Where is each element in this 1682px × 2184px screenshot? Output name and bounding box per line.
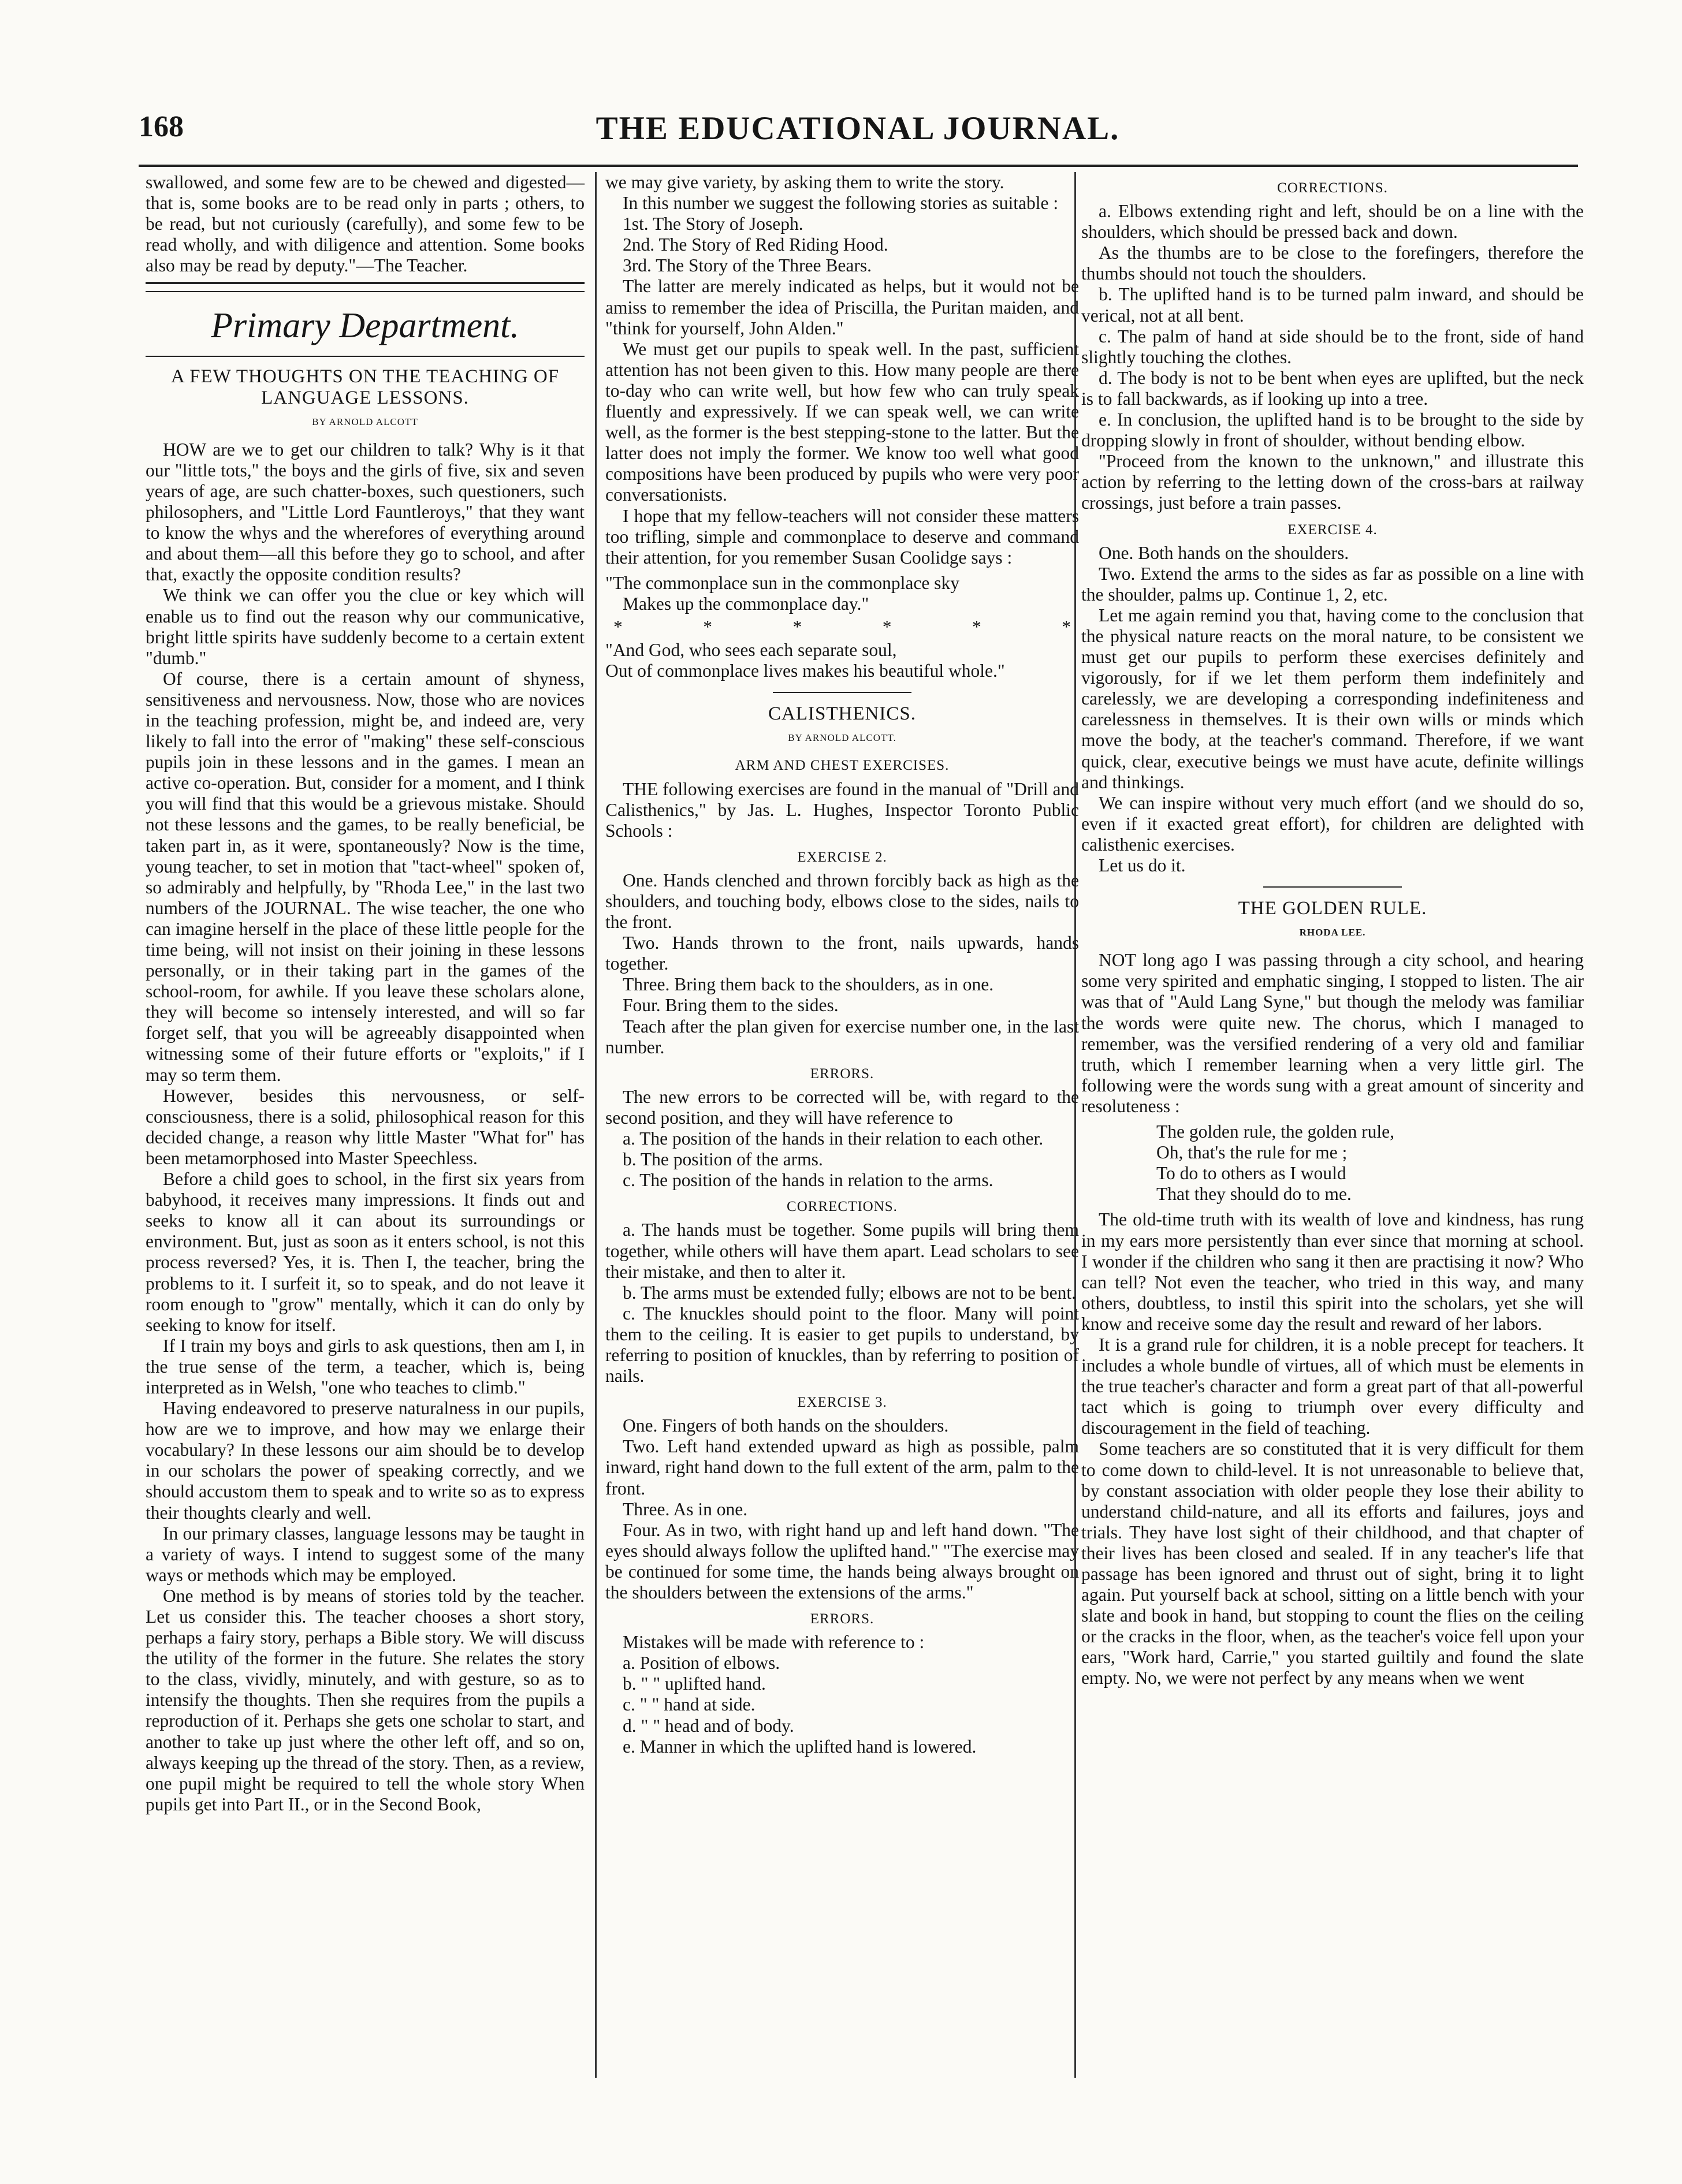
journal-title: THE EDUCATIONAL JOURNAL. [596, 110, 1120, 147]
paragraph: Four. As in two, with right hand up and left hand down. "The eyes should always follow the uplifted hand." "The exercise may be continued for some time, the hands being always brought on the shoulders between the extensions of the arms." [605, 1519, 1079, 1602]
page-number: 168 [139, 110, 184, 143]
paragraph: I hope that my fellow-teachers will not consider these matters too trifling, simple and commonplace to deserve and command their attention, for you remember Susan Coolidge says : [605, 505, 1079, 568]
page-header [139, 110, 1577, 162]
paragraph: Three. As in one. [623, 1499, 748, 1519]
paragraph: "Proceed from the known to the unknown," and illustrate this action by referring to the letting down of the cross-bars at railway crossings, just before a train passes. [1081, 451, 1584, 513]
paragraph: The latter are merely indicated as helps, but it would not be amiss to remember the idea of Priscilla, the Puritan maiden, and "think for yourself, John Alden." [605, 276, 1079, 338]
errors-heading: ERRORS. [810, 1065, 875, 1082]
paragraph: e. In conclusion, the uplifted hand is to be brought to the side by dropping slowly in front of shoulder, without bending elbow. [1081, 409, 1584, 451]
list-item: 3rd. The Story of the Three Bears. [623, 255, 872, 276]
paragraph: However, besides this nervousness, or self-consciousness, there is a solid, philosophical reason for this decided change, a reason why little Master "What for" has been metamorphosed into Master Speechless. [146, 1085, 585, 1168]
poem-line: "The commonplace sun in the commonplace sky [605, 572, 959, 593]
column-3 [1081, 172, 1584, 1689]
golden-rule-byline: RHODA LEE. [1299, 927, 1366, 938]
star: * [1062, 616, 1071, 637]
corrections-heading: CORRECTIONS. [787, 1199, 898, 1215]
article-byline: BY ARNOLD ALCOTT [312, 416, 418, 427]
paragraph: One method is by means of stories told by the teacher. Let us consider this. The teacher chooses a short story, perhaps a fairy story, perhaps a Bible story. We will discuss the utility of the former in the future. She relates the story to the class, vividly, minutely, and with gesture, so as to intensify the thoughts. Then she requires from the pupils a reproduction of it. Perhaps she gets one scholar to start, and another to take up just where the other left off, and so on, always keeping up the thread of the story. Then, as a review, one pupil might be required to tell the whole story When pupils get into Part II., or in the Second Book, [146, 1585, 585, 1814]
paragraph: Some teachers are so constituted that it is very difficult for them to come down to child-level. It is not unreasonable to believe that, by constant association with older people they lose their ability to understand child-nature, and all its efforts and failures, joys and trials. They have lost sight of their childhood, and that chapter of their lives has been closed and sealed. If in any teacher's life that passage has been ignored and thrust out of sight, bring it to light again. Put yourself back at school, sitting on a little bench with your slate and book in hand, but stopping to count the flies on the ceiling or the cracks in the floor, when, as the teacher's voice fell upon your ears, "Work hard, Carrie," you started guiltily and found the slate empty. No, we were not perfect by any means when we went [1081, 1438, 1584, 1689]
exercise-heading: EXERCISE 4. [1287, 521, 1378, 538]
paragraph: The old-time truth with its wealth of love and kindness, has rung in my ears more persistently than ever since that morning at school. I wonder if the children who sang it then are practising it now? Who can tell? Not even the teacher, who tried in this way, and many others, doubtless, to instil this spirit into the scholars, yet she will know and receive some day the result and reward of her labors. [1081, 1209, 1584, 1334]
article-title: A FEW THOUGHTS ON THE TEACHING OF LANGUAGE LESSONS. [170, 366, 560, 408]
paragraph: Two. Left hand extended upward as high as possible, palm inward, right hand down to the full extent of the arm, palm to the front. [605, 1436, 1079, 1499]
paragraph: Having endeavored to preserve naturalness in our pupils, how are we to improve, and how may we enlarge their vocabulary? In these lessons our aim should be to develop in our scholars the power of speaking correctly, and we should accustom them to speak and to write so as to express their thoughts clearly and well. [146, 1398, 585, 1523]
golden-rule-title: THE GOLDEN RULE. [1238, 898, 1427, 919]
golden-rule-verse [1081, 1121, 1584, 1205]
paragraph: Three. Bring them back to the shoulders, as in one. [623, 974, 994, 995]
paragraph: In this number we suggest the following stories as suitable : [623, 193, 1059, 214]
star: * [882, 616, 892, 637]
paragraph: b. The arms must be extended fully; elbows are not to be bent. [623, 1282, 1076, 1303]
calisthenics-byline: BY ARNOLD ALCOTT. [788, 732, 896, 744]
poem-line: Oh, that's the rule for me ; [1156, 1142, 1348, 1163]
paragraph: a. Elbows extending right and left, should be on a line with the shoulders, which should be pressed back and down. [1081, 201, 1584, 243]
star-separator [605, 617, 1079, 638]
poem-quote [605, 573, 1079, 681]
list-item: c. " " hand at side. [623, 1694, 756, 1715]
calisthenics-title: CALISTHENICS. [768, 703, 916, 725]
paragraph: Let me again remind you that, having come to the conclusion that the physical nature reacts on the moral nature, to be consistent we must get our pupils to perform these exercises definitely and vigorously, for if we let them perform them indefinitely and carelessly, we are developing a corresponding indefiniteness and carelessness in themselves. It is their own wills or minds which move the body, at the teacher's command. Therefore, if we want quick, clear, executive beings we must have acute, definite willings and thinkings. [1081, 605, 1584, 792]
section-rule [773, 692, 911, 693]
paragraph: One. Both hands on the shoulders. [1099, 542, 1349, 563]
paragraph: Four. Bring them to the sides. [623, 995, 839, 1016]
star: * [703, 616, 712, 637]
list-item: 1st. The Story of Joseph. [623, 214, 803, 234]
paragraph: Two. Extend the arms to the sides as far as possible on a line with the shoulder, palms up. Continue 1, 2, etc. [1081, 563, 1584, 605]
poem-line: The golden rule, the golden rule, [1156, 1121, 1394, 1142]
paragraph: We can inspire without very much effort (and we should do so, even if it exacted great effort), for children are delighted with calisthenic exercises. [1081, 792, 1584, 855]
paragraph: One. Fingers of both hands on the shoulders. [623, 1415, 949, 1436]
poem-line: "And God, who sees each separate soul, [605, 640, 897, 661]
paragraph: THE following exercises are found in the manual of "Drill and Calisthenics," by Jas. L. Hughes, Inspector Toronto Public Schools : [605, 778, 1079, 841]
paragraph: Let us do it. [1099, 855, 1186, 875]
list-item: a. Position of elbows. [623, 1653, 780, 1674]
exercise-heading: EXERCISE 3. [797, 1395, 887, 1411]
paragraph: It is a grand rule for children, it is a noble precept for teachers. It includes a whole bundle of virtues, all of which must be elements in the true teacher's character and form a great part of that all-powerful tact which is going to triumph over every difficulty and discouragement in the field of teaching. [1081, 1334, 1584, 1438]
paragraph: One. Hands clenched and thrown forcibly back as high as the shoulders, and touching body, elbows close to the sides, nails to the front. [605, 870, 1079, 933]
star: * [613, 616, 623, 637]
department-heading: Primary Department. [211, 306, 519, 346]
paragraph: c. The palm of hand at side should be to the front, side of hand slightly touching the clothes. [1081, 326, 1584, 367]
department-rule [146, 356, 585, 357]
continued-paragraph: swallowed, and some few are to be chewed and digested—that is, some books are to be read only in parts ; others, to be read, but not curiously (carefully), and some few to be read wholly, and with diligence and attention. Some books also may be read by deputy."—The Teacher. [146, 172, 585, 276]
paragraph: c. The position of the hands in relation to the arms. [623, 1170, 993, 1191]
section-double-rule [146, 282, 585, 292]
paragraph: a. The hands must be together. Some pupils will bring them together, while others will have them apart. Lead scholars to see their mistake, and then to alter it. [605, 1220, 1079, 1282]
column-1 [146, 172, 585, 1815]
paragraph: If I train my boys and girls to ask questions, then am I, in the true sense of the term, a teacher, which is, being interpreted as in Welsh, "one who teaches to climb." [146, 1335, 585, 1397]
poem-line: That they should do to me. [1156, 1184, 1352, 1205]
exercise-heading: EXERCISE 2. [797, 849, 887, 865]
paragraph: c. The knuckles should point to the floor. Many will point them to the ceiling. It is easier to get pupils to understand, by referring to position of knuckles, than by referring to position of nails. [605, 1303, 1079, 1387]
list-item: b. " " uplifted hand. [623, 1674, 766, 1694]
paragraph: Mistakes will be made with reference to : [623, 1632, 925, 1653]
paragraph: Of course, there is a certain amount of shyness, sensitiveness and nervousness. Now, those who are novices in the teaching profession, might be, and indeed are, very likely to fall into the error of "making" these self-conscious pupils join in these lessons and in the games. I mean an active co-operation. But, consider for a moment, and I think you will find that this would be a grievous mistake. Should not these lessons and the games, to be really beneficial, be taken part in, as it were, spontaneously? Now is the time, young teacher, to set in motion that "tact-wheel" spoken of, so admirably and helpfully, by "Rhoda Lee," in the last two numbers of the JOURNAL. The wise teacher, the one who can imagine herself in the place of these little people for the time being, will not insist on their joining in these lessons personally, or in their taking part in the games of the school-room, for awhile. If you leave these scholars alone, they will become so intensely interested, and will so far forget self, that you will be agreeably disappointed when witnessing some of their future efforts or "exploits," if I may so term them. [146, 668, 585, 1085]
paragraph: As the thumbs are to be close to the forefingers, therefore the thumbs should not touch the shoulders. [1081, 243, 1584, 284]
errors-heading: ERRORS. [810, 1611, 875, 1627]
list-item: d. " " head and of body. [623, 1715, 794, 1736]
paragraph: In our primary classes, language lessons may be taught in a variety of ways. I intend to suggest some of the many ways or methods which may be employed. [146, 1523, 585, 1585]
subheading: ARM AND CHEST EXERCISES. [735, 758, 950, 774]
poem-line: To do to others as I would [1156, 1163, 1346, 1184]
star: * [792, 616, 802, 637]
paragraph: NOT long ago I was passing through a city school, and hearing some very spirited and emphatic singing, I stopped to listen. The air was that of "Auld Lang Syne," but though the melody was familiar the words were quite new. The chorus, which I managed to remember, was the versified rendering of a very old and familiar truth, which I remember learning when a very little girl. The following were the words sung with a great amount of sincerity and resoluteness : [1081, 950, 1584, 1116]
header-rule [139, 165, 1578, 167]
paragraph: Before a child goes to school, in the first six years from babyhood, it receives many impressions. It finds out and seeks to know all it can about its surroundings or environment. But, just as soon as it enters school, is not this process reversed? Yes, it is. Then I, the teacher, bring the problems to it. I surfeit it, so to speak, and do not leave it room enough to "grow" mentally, which it can do only by seeking to know for itself. [146, 1169, 585, 1335]
paragraph: HOW are we to get our children to talk? Why is it that our "little tots," the boys and the girls of five, six and seven years of age, are such chatter-boxes, such questioners, such philosophers, and "Little Lord Fauntleroys," that they want to know the whys and the wherefores of everything around and about them—all this before they go to school, and after that, exactly the opposite condition results? [146, 439, 585, 585]
paragraph: Two. Hands thrown to the front, nails upwards, hands together. [605, 933, 1079, 974]
list-item: e. Manner in which the uplifted hand is lowered. [623, 1736, 977, 1757]
paragraph: b. The position of the arms. [623, 1149, 823, 1170]
section-rule [1263, 886, 1402, 888]
column-2 [605, 172, 1079, 1757]
corrections-heading: CORRECTIONS. [1277, 180, 1388, 196]
column-rule-1 [595, 172, 597, 2078]
paragraph: d. The body is not to be bent when eyes are uplifted, but the neck is to fall backwards, as if looking up into a tree. [1081, 367, 1584, 409]
paragraph: b. The uplifted hand is to be turned palm inward, and should be verical, not at all bent. [1081, 284, 1584, 326]
paragraph: The new errors to be corrected will be, with regard to the second position, and they will have reference to [605, 1086, 1079, 1128]
paragraph: Teach after the plan given for exercise number one, in the last number. [605, 1016, 1079, 1057]
paragraph: We must get our pupils to speak well. In the past, sufficient attention has not been given to this. How many people are there to-day who can write well, but how few who can truly speak fluently and expressively. If we can speak well, we can write well, as the former is the best stepping-stone to the latter. But the latter does not imply the former. We know too well what good compositions have been produced by pupils who were very poor conversationists. [605, 338, 1079, 505]
paragraph: We think we can offer you the clue or key which will enable us to find out the reason why our communicative, bright little spirits have suddenly become to a certain extent "dumb." [146, 585, 585, 668]
poem-line: Out of commonplace lives makes his beautiful whole." [605, 661, 1005, 681]
paragraph: a. The position of the hands in their relation to each other. [623, 1128, 1044, 1149]
paragraph: we may give variety, by asking them to write the story. [605, 172, 1004, 192]
star: * [972, 616, 981, 637]
poem-line: Makes up the commonplace day." [623, 593, 869, 614]
list-item: 2nd. The Story of Red Riding Hood. [623, 234, 888, 255]
